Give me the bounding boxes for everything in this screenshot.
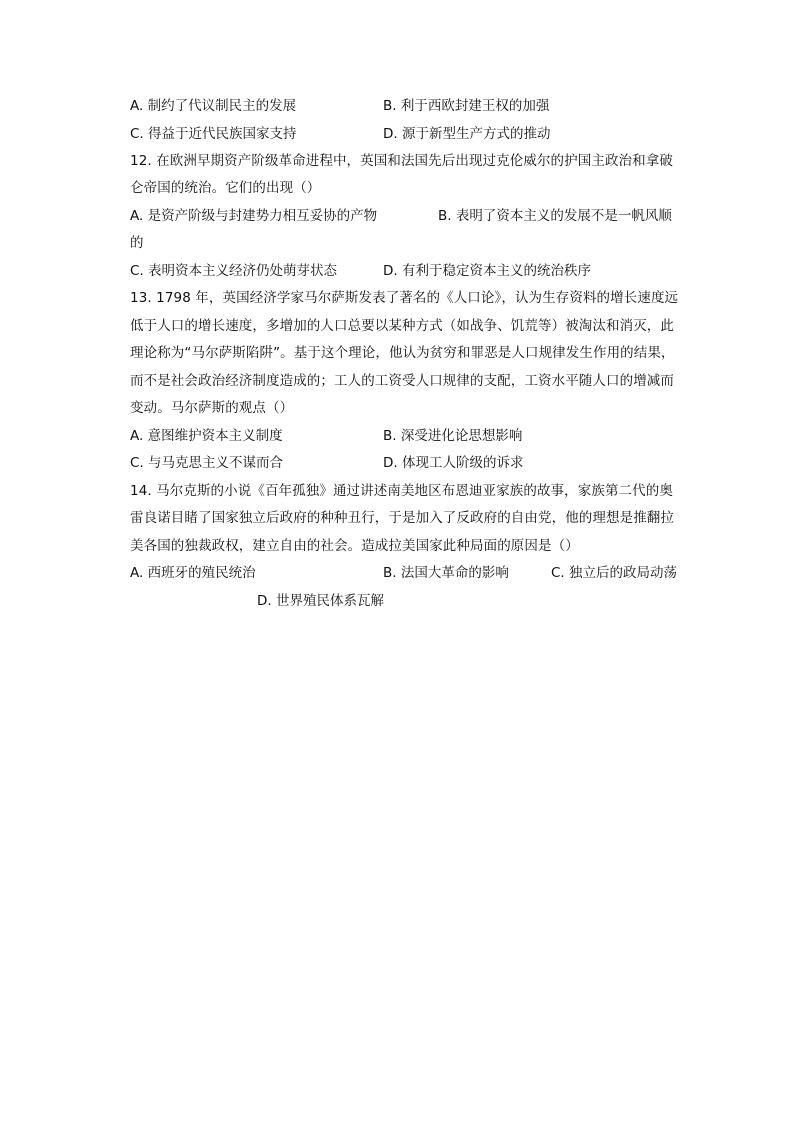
q13-option-a: A. 意图维护资本主义制度 xyxy=(130,428,283,444)
q14-stem-line-3: 美各国的独裁政权，建立自由的社会。造成拉美国家此种局面的原因是（） xyxy=(130,538,579,554)
q11-option-b: B. 利于西欧封建王权的加强 xyxy=(383,98,550,114)
q14-stem-line-2: 雷良诺目睹了国家独立后政府的种种丑行，于是加入了反政府的自由党，他的理想是推翻拉 xyxy=(130,510,674,526)
q14-option-a: A. 西班牙的殖民统治 xyxy=(130,565,256,581)
q12-option-b: B. 表明了资本主义的发展不是一帆风顺 xyxy=(438,208,672,224)
q14-option-d: D. 世界殖民体系瓦解 xyxy=(257,593,384,609)
q14-stem-line-1: 14. 马尔克斯的小说《百年孤独》通过讲述南美地区布恩迪亚家族的故事，家族第二代的奥 xyxy=(130,483,673,499)
q13-option-b: B. 深受进化论思想影响 xyxy=(383,428,523,444)
q11-option-a: A. 制约了代议制民主的发展 xyxy=(130,98,297,114)
q13-stem-line-2: 低于人口的增长速度，多增加的人口总要以某种方式（如战争、饥荒等）被淘汰和消灭，此 xyxy=(130,318,674,334)
q12-stem-line-2: 仑帝国的统治。它们的出现（） xyxy=(130,180,321,196)
q13-stem-line-3: 理论称为“马尔萨斯陷阱”。基于这个理论，他认为贫穷和罪恶是人口规律发生作用的结果， xyxy=(130,345,675,361)
q13-option-d: D. 体现工人阶级的诉求 xyxy=(383,455,524,471)
q12-option-c: C. 表明资本主义经济仍处萌芽状态 xyxy=(130,263,338,279)
q12-option-a: A. 是资产阶级与封建势力相互妥协的产物 xyxy=(130,208,378,224)
q12-option-d: D. 有利于稳定资本主义的统治秩序 xyxy=(383,263,591,279)
q13-stem-line-1: 13. 1798 年，英国经济学家马尔萨斯发表了著名的《人口论》，认为生存资料的增长速度远 xyxy=(130,290,679,306)
q11-option-c: C. 得益于近代民族国家支持 xyxy=(130,126,297,142)
q11-option-d: D. 源于新型生产方式的推动 xyxy=(383,126,551,142)
q13-stem-line-5: 变动。马尔萨斯的观点（） xyxy=(130,400,294,416)
q12-stem-line-1: 12. 在欧洲早期资产阶级革命进程中，英国和法国先后出现过克伦威尔的护国主政治和拿破 xyxy=(130,153,673,169)
q14-option-c: C. 独立后的政局动荡 xyxy=(551,565,678,581)
q14-option-b: B. 法国大革命的影响 xyxy=(383,565,509,581)
q13-option-c: C. 与马克思主义不谋而合 xyxy=(130,455,284,471)
q13-stem-line-4: 而不是社会政治经济制度造成的；工人的工资受人口规律的支配，工资水平随人口的增减而 xyxy=(130,373,674,389)
q12-option-b-continuation: 的 xyxy=(130,235,144,251)
